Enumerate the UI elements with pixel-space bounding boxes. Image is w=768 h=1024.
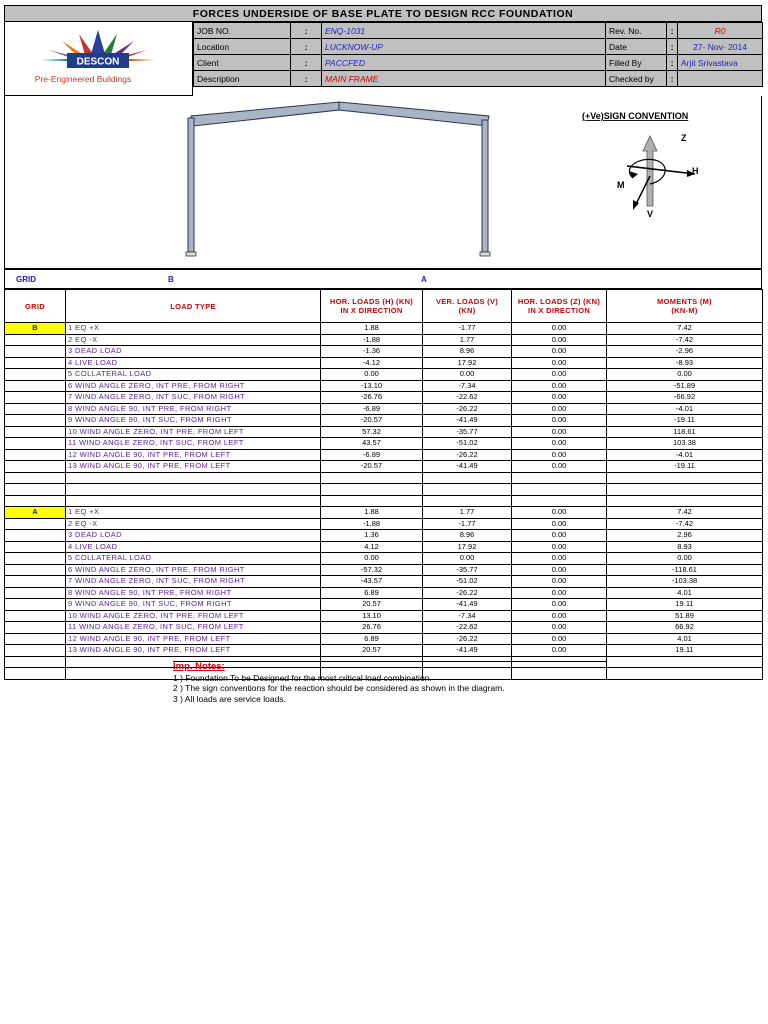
hor-load-h-cell: -20.57 bbox=[321, 461, 423, 473]
table-row bbox=[5, 622, 763, 634]
hor-load-z-cell: 0.00 bbox=[512, 564, 607, 576]
ver-load-v-cell: -1.77 bbox=[423, 518, 512, 530]
colon: : bbox=[667, 71, 678, 87]
load-type-cell: 11 WIND ANGLE ZERO, INT SUC, FROM LEFT bbox=[66, 438, 321, 450]
grid-cell bbox=[5, 668, 66, 680]
load-type-cell: 12 WIND ANGLE 90, INT PRE, FROM LEFT bbox=[66, 449, 321, 461]
col-hor-h-line1: HOR. LOADS (H) (KN) bbox=[329, 297, 414, 306]
ver-load-v-cell: -26.22 bbox=[423, 449, 512, 461]
hor-load-h-cell: -43.57 bbox=[321, 576, 423, 588]
table-row bbox=[5, 415, 763, 427]
axis-h-label: H bbox=[692, 166, 699, 176]
colon: : bbox=[291, 23, 322, 39]
rev-value: R0 bbox=[678, 23, 763, 39]
hor-load-z-cell: 0.00 bbox=[512, 369, 607, 381]
grid-cell bbox=[5, 610, 66, 622]
ver-load-v-cell: 17.92 bbox=[423, 541, 512, 553]
grid-cell bbox=[5, 633, 66, 645]
moment-cell: -4.01 bbox=[607, 449, 763, 461]
table-row bbox=[5, 346, 763, 358]
project-info bbox=[193, 22, 762, 87]
table-row bbox=[5, 564, 763, 576]
table-row bbox=[5, 449, 763, 461]
hor-load-h-cell: -4.12 bbox=[321, 357, 423, 369]
load-type-cell: 2 EQ -X bbox=[66, 518, 321, 530]
colon: : bbox=[291, 55, 322, 71]
hor-load-h-cell: 57.32 bbox=[321, 426, 423, 438]
hor-load-h-cell bbox=[321, 472, 423, 484]
moment-cell: 103.38 bbox=[607, 438, 763, 450]
moment-cell: 2.96 bbox=[607, 530, 763, 542]
colon: : bbox=[291, 39, 322, 55]
moment-cell bbox=[607, 484, 763, 496]
moment-cell: 19.11 bbox=[607, 645, 763, 657]
colon: : bbox=[667, 39, 678, 55]
hor-load-z-cell: 0.00 bbox=[512, 438, 607, 450]
moment-cell: 7.42 bbox=[607, 323, 763, 335]
load-type-cell: 8 WIND ANGLE 90, INT PRE, FROM RIGHT bbox=[66, 403, 321, 415]
hor-load-h-cell bbox=[321, 495, 423, 507]
ver-load-v-cell: -41.49 bbox=[423, 461, 512, 473]
grid-cell bbox=[5, 472, 66, 484]
hor-load-h-cell: -1.36 bbox=[321, 346, 423, 358]
ver-load-v-cell: -22.62 bbox=[423, 392, 512, 404]
hor-load-z-cell: 0.00 bbox=[512, 530, 607, 542]
moment-cell: 51.89 bbox=[607, 610, 763, 622]
hor-load-h-cell: -20.57 bbox=[321, 415, 423, 427]
load-type-cell: 12 WIND ANGLE 90, INT PRE, FROM LEFT bbox=[66, 633, 321, 645]
load-type-cell: 5 COLLATERAL LOAD bbox=[66, 369, 321, 381]
company-logo bbox=[4, 22, 193, 96]
hor-load-h-cell: -1.88 bbox=[321, 334, 423, 346]
hor-load-h-cell: 6.89 bbox=[321, 633, 423, 645]
col-ver-v bbox=[423, 290, 512, 323]
table-row bbox=[5, 461, 763, 473]
grid-cell bbox=[5, 346, 66, 358]
moment-cell: 19.11 bbox=[607, 599, 763, 611]
logo-brand: DESCON bbox=[76, 56, 120, 68]
grid-cell bbox=[5, 449, 66, 461]
load-type-cell: 9 WIND ANGLE 90, INT SUC, FROM RIGHT bbox=[66, 599, 321, 611]
ver-load-v-cell: -7.34 bbox=[423, 610, 512, 622]
col-hor-z-line2: IN X DIRECTION bbox=[527, 306, 591, 315]
moment-cell bbox=[607, 668, 763, 680]
forces-table bbox=[4, 289, 763, 680]
grid-cell bbox=[5, 392, 66, 404]
filled-by-value: Arjit Srivastava bbox=[678, 55, 763, 71]
hor-load-h-cell: 6.89 bbox=[321, 587, 423, 599]
col-ver-v-line1: VER. LOADS (V) bbox=[435, 297, 499, 306]
grid-cell bbox=[5, 518, 66, 530]
sign-convention-diagram bbox=[617, 133, 699, 219]
load-type-cell: 2 EQ -X bbox=[66, 334, 321, 346]
table-row bbox=[5, 369, 763, 381]
hor-load-h-cell: 43.57 bbox=[321, 438, 423, 450]
grid-cell bbox=[5, 461, 66, 473]
axis-z-label: Z bbox=[681, 133, 687, 143]
description-label: Description bbox=[194, 71, 291, 87]
moment-cell: 7.42 bbox=[607, 507, 763, 519]
ver-load-v-cell: -41.49 bbox=[423, 415, 512, 427]
grid-cell bbox=[5, 438, 66, 450]
ver-load-v-cell: 17.92 bbox=[423, 357, 512, 369]
colon: : bbox=[667, 23, 678, 39]
hor-load-h-cell: 1.88 bbox=[321, 323, 423, 335]
col-ver-v-line2: (KN) bbox=[458, 306, 476, 315]
moment-cell: 66.92 bbox=[607, 622, 763, 634]
hor-load-z-cell: 0.00 bbox=[512, 323, 607, 335]
col-moment-line2: (KN-M) bbox=[671, 306, 698, 315]
table-row bbox=[5, 610, 763, 622]
sheet-title: FORCES UNDERSIDE OF BASE PLATE TO DESIGN RCC FOUNDATION bbox=[4, 5, 762, 22]
rev-label: Rev. No. bbox=[606, 23, 667, 39]
note-item: 3 ) All loads are service loads. bbox=[173, 693, 286, 704]
table-row bbox=[5, 392, 763, 404]
grid-cell bbox=[5, 334, 66, 346]
col-moment bbox=[607, 290, 763, 323]
grid-cell bbox=[5, 541, 66, 553]
ver-load-v-cell: -51.02 bbox=[423, 576, 512, 588]
hor-load-z-cell: 0.00 bbox=[512, 403, 607, 415]
grid-cell bbox=[5, 656, 66, 668]
moment-cell: 118.61 bbox=[607, 426, 763, 438]
hor-load-z-cell: 0.00 bbox=[512, 380, 607, 392]
ver-load-v-cell: 1.77 bbox=[423, 507, 512, 519]
load-type-cell: 9 WIND ANGLE 90, INT SUC, FROM RIGHT bbox=[66, 415, 321, 427]
grid-b-label: B bbox=[168, 275, 174, 284]
moment-cell: 0.00 bbox=[607, 553, 763, 565]
table-row bbox=[5, 576, 763, 588]
hor-load-z-cell: 0.00 bbox=[512, 518, 607, 530]
load-type-cell: 3 DEAD LOAD bbox=[66, 346, 321, 358]
table-row bbox=[5, 403, 763, 415]
hor-load-h-cell: 1.36 bbox=[321, 530, 423, 542]
hor-load-z-cell: 0.00 bbox=[512, 415, 607, 427]
ver-load-v-cell: -1.77 bbox=[423, 323, 512, 335]
load-type-cell bbox=[66, 484, 321, 496]
hor-load-z-cell: 0.00 bbox=[512, 426, 607, 438]
location-label: Location bbox=[194, 39, 291, 55]
table-row bbox=[5, 645, 763, 657]
table-row bbox=[5, 541, 763, 553]
grid-cell bbox=[5, 622, 66, 634]
grid-cell bbox=[5, 530, 66, 542]
grid-cell bbox=[5, 587, 66, 599]
table-row bbox=[5, 599, 763, 611]
table-row bbox=[5, 507, 763, 519]
hor-load-h-cell: 1.88 bbox=[321, 507, 423, 519]
hor-load-h-cell: 20.57 bbox=[321, 599, 423, 611]
hor-load-z-cell: 0.00 bbox=[512, 507, 607, 519]
hor-load-h-cell: -26.76 bbox=[321, 392, 423, 404]
hor-load-h-cell: 20.57 bbox=[321, 645, 423, 657]
moment-cell: 0.00 bbox=[607, 369, 763, 381]
table-row bbox=[5, 633, 763, 645]
hor-load-z-cell: 0.00 bbox=[512, 461, 607, 473]
ver-load-v-cell: -26.22 bbox=[423, 403, 512, 415]
hor-load-z-cell: 0.00 bbox=[512, 346, 607, 358]
frame-diagram-area bbox=[4, 96, 762, 269]
hor-load-z-cell: 0.00 bbox=[512, 334, 607, 346]
col-load-type: LOAD TYPE bbox=[66, 290, 321, 323]
grid-cell bbox=[5, 576, 66, 588]
ver-load-v-cell: 1.77 bbox=[423, 334, 512, 346]
moment-cell: -118.61 bbox=[607, 564, 763, 576]
moment-cell bbox=[607, 495, 763, 507]
hor-load-h-cell: 4.12 bbox=[321, 541, 423, 553]
table-row bbox=[5, 334, 763, 346]
load-type-cell bbox=[66, 495, 321, 507]
table-row bbox=[5, 426, 763, 438]
table-row bbox=[5, 553, 763, 565]
load-type-cell: 5 COLLATERAL LOAD bbox=[66, 553, 321, 565]
table-row bbox=[5, 472, 763, 484]
ver-load-v-cell: -35.77 bbox=[423, 426, 512, 438]
load-type-cell: 7 WIND ANGLE ZERO, INT SUC, FROM RIGHT bbox=[66, 576, 321, 588]
table-row bbox=[5, 530, 763, 542]
portal-frame-drawing bbox=[5, 96, 761, 268]
ver-load-v-cell: -26.22 bbox=[423, 587, 512, 599]
moment-cell bbox=[607, 656, 763, 668]
hor-load-h-cell: -6.89 bbox=[321, 449, 423, 461]
table-row bbox=[5, 518, 763, 530]
grid-cell: A bbox=[5, 507, 66, 519]
table-row bbox=[5, 380, 763, 392]
col-grid: GRID bbox=[5, 290, 66, 323]
grid-cell bbox=[5, 426, 66, 438]
moment-cell: -19.11 bbox=[607, 461, 763, 473]
hor-load-h-cell: 0.00 bbox=[321, 369, 423, 381]
ver-load-v-cell bbox=[423, 484, 512, 496]
date-value: 27- Nov- 2014 bbox=[678, 39, 763, 55]
grid-cell bbox=[5, 380, 66, 392]
moment-cell: -4.01 bbox=[607, 403, 763, 415]
load-type-cell: 6 WIND ANGLE ZERO, INT PRE, FROM RIGHT bbox=[66, 564, 321, 576]
grid-cell bbox=[5, 564, 66, 576]
logo-tagline: Pre-Engineered Buildings bbox=[34, 74, 132, 84]
col-hor-h bbox=[321, 290, 423, 323]
col-hor-z bbox=[512, 290, 607, 323]
ver-load-v-cell: -35.77 bbox=[423, 564, 512, 576]
hor-load-z-cell: 0.00 bbox=[512, 357, 607, 369]
moment-cell: -19.11 bbox=[607, 415, 763, 427]
moment-cell: -7.42 bbox=[607, 334, 763, 346]
col-hor-z-line1: HOR. LOADS (Z) (KN) bbox=[517, 297, 601, 306]
ver-load-v-cell bbox=[423, 495, 512, 507]
moment-cell: -103.38 bbox=[607, 576, 763, 588]
ver-load-v-cell: -7.34 bbox=[423, 380, 512, 392]
checked-by-label: Checked by bbox=[606, 71, 667, 87]
moment-cell: -51.89 bbox=[607, 380, 763, 392]
load-type-cell: 4 LIVE LOAD bbox=[66, 357, 321, 369]
load-type-cell: 8 WIND ANGLE 90, INT PRE, FROM RIGHT bbox=[66, 587, 321, 599]
hor-load-z-cell: 0.00 bbox=[512, 449, 607, 461]
filled-by-label: Filled By bbox=[606, 55, 667, 71]
hor-load-z-cell: 0.00 bbox=[512, 645, 607, 657]
moment-cell: 4.01 bbox=[607, 633, 763, 645]
load-type-cell: 1 EQ +X bbox=[66, 507, 321, 519]
hor-load-h-cell: -57.32 bbox=[321, 564, 423, 576]
grid-cell bbox=[5, 484, 66, 496]
client-label: Client bbox=[194, 55, 291, 71]
notes-title: Imp. Notes: bbox=[173, 661, 225, 672]
table-row bbox=[5, 484, 763, 496]
ver-load-v-cell: -41.49 bbox=[423, 599, 512, 611]
moment-cell: -66.92 bbox=[607, 392, 763, 404]
hor-load-h-cell: 0.00 bbox=[321, 553, 423, 565]
note-item: 1 ) Foundation To be Designed for the most critical load combination. bbox=[173, 672, 432, 683]
moment-cell: -2.96 bbox=[607, 346, 763, 358]
date-label: Date bbox=[606, 39, 667, 55]
hor-load-z-cell bbox=[512, 495, 607, 507]
hor-load-z-cell bbox=[512, 484, 607, 496]
client-value: PACCFED bbox=[322, 55, 606, 71]
checked-by-value bbox=[678, 71, 763, 87]
grid-cell bbox=[5, 645, 66, 657]
load-type-cell: 10 WIND ANGLE ZERO, INT PRE, FROM LEFT bbox=[66, 426, 321, 438]
grid-cell: B bbox=[5, 323, 66, 335]
grid-label-row bbox=[4, 269, 762, 289]
job-no-label: JOB NO. bbox=[194, 23, 291, 39]
hor-load-z-cell bbox=[512, 472, 607, 484]
hor-load-z-cell: 0.00 bbox=[512, 587, 607, 599]
load-type-cell: 11 WIND ANGLE ZERO, INT SUC, FROM LEFT bbox=[66, 622, 321, 634]
base-supports bbox=[186, 252, 490, 256]
hor-load-z-cell: 0.00 bbox=[512, 541, 607, 553]
ver-load-v-cell: -51.02 bbox=[423, 438, 512, 450]
colon: : bbox=[291, 71, 322, 87]
sign-convention-title: (+Ve)SIGN CONVENTION bbox=[582, 111, 689, 121]
load-type-cell: 1 EQ +X bbox=[66, 323, 321, 335]
load-type-cell: 6 WIND ANGLE ZERO, INT PRE, FROM RIGHT bbox=[66, 380, 321, 392]
ver-load-v-cell: 0.00 bbox=[423, 369, 512, 381]
important-notes bbox=[173, 661, 607, 704]
hor-load-z-cell: 0.00 bbox=[512, 553, 607, 565]
grid-cell bbox=[5, 553, 66, 565]
load-type-cell: 13 WIND ANGLE 90, INT PRE, FROM LEFT bbox=[66, 645, 321, 657]
ver-load-v-cell: 0.00 bbox=[423, 553, 512, 565]
hor-load-h-cell: -6.89 bbox=[321, 403, 423, 415]
location-value: LUCKNOW-UP bbox=[322, 39, 606, 55]
hor-load-z-cell: 0.00 bbox=[512, 599, 607, 611]
load-type-cell: 13 WIND ANGLE 90, INT PRE, FROM LEFT bbox=[66, 461, 321, 473]
moment-cell: -7.42 bbox=[607, 518, 763, 530]
hor-load-z-cell: 0.00 bbox=[512, 622, 607, 634]
hor-load-h-cell: 26.76 bbox=[321, 622, 423, 634]
description-value: MAIN FRAME bbox=[322, 71, 606, 87]
hor-load-h-cell: 13.10 bbox=[321, 610, 423, 622]
table-row bbox=[5, 587, 763, 599]
job-no-value: ENQ-1031 bbox=[322, 23, 606, 39]
col-moment-line1: MOMENTS (M) bbox=[657, 297, 712, 306]
hor-load-h-cell: -1.88 bbox=[321, 518, 423, 530]
grid-cell bbox=[5, 403, 66, 415]
load-type-cell: 3 DEAD LOAD bbox=[66, 530, 321, 542]
moment-cell: 4.01 bbox=[607, 587, 763, 599]
hor-load-z-cell: 0.00 bbox=[512, 576, 607, 588]
axis-v-label: V bbox=[647, 209, 654, 219]
ver-load-v-cell: 8.96 bbox=[423, 346, 512, 358]
load-type-cell: 10 WIND ANGLE ZERO, INT PRE, FROM LEFT bbox=[66, 610, 321, 622]
grid-cell bbox=[5, 369, 66, 381]
forces-table-body bbox=[5, 323, 763, 680]
grid-cell bbox=[5, 415, 66, 427]
table-row bbox=[5, 323, 763, 335]
table-row bbox=[5, 357, 763, 369]
ver-load-v-cell: -41.49 bbox=[423, 645, 512, 657]
hor-load-z-cell: 0.00 bbox=[512, 392, 607, 404]
table-row bbox=[5, 495, 763, 507]
hor-load-h-cell bbox=[321, 484, 423, 496]
load-type-cell: 7 WIND ANGLE ZERO, INT SUC, FROM RIGHT bbox=[66, 392, 321, 404]
forces-table-wrap bbox=[4, 289, 762, 680]
ver-load-v-cell: 8.96 bbox=[423, 530, 512, 542]
load-type-cell: 4 LIVE LOAD bbox=[66, 541, 321, 553]
portal-frame bbox=[188, 102, 489, 252]
grid-cell bbox=[5, 357, 66, 369]
ver-load-v-cell bbox=[423, 472, 512, 484]
note-item: 2 ) The sign conventions for the reaction should be considered as shown in the diagram. bbox=[173, 683, 505, 693]
moment-cell: -8.93 bbox=[607, 357, 763, 369]
grid-a-label: A bbox=[421, 275, 427, 284]
descon-logo-graphic bbox=[5, 22, 192, 94]
ver-load-v-cell: -22.62 bbox=[423, 622, 512, 634]
moment-cell: 8.93 bbox=[607, 541, 763, 553]
hor-load-z-cell: 0.00 bbox=[512, 633, 607, 645]
ver-load-v-cell: -26.22 bbox=[423, 633, 512, 645]
col-hor-h-line2: IN X DIRECTION bbox=[340, 306, 403, 315]
axis-m-label: M bbox=[617, 180, 625, 190]
grid-cell bbox=[5, 599, 66, 611]
grid-row-label: GRID bbox=[16, 275, 36, 284]
hor-load-h-cell: -13.10 bbox=[321, 380, 423, 392]
load-type-cell bbox=[66, 472, 321, 484]
grid-cell bbox=[5, 495, 66, 507]
moment-cell bbox=[607, 472, 763, 484]
colon: : bbox=[667, 55, 678, 71]
hor-load-z-cell: 0.00 bbox=[512, 610, 607, 622]
table-row bbox=[5, 438, 763, 450]
